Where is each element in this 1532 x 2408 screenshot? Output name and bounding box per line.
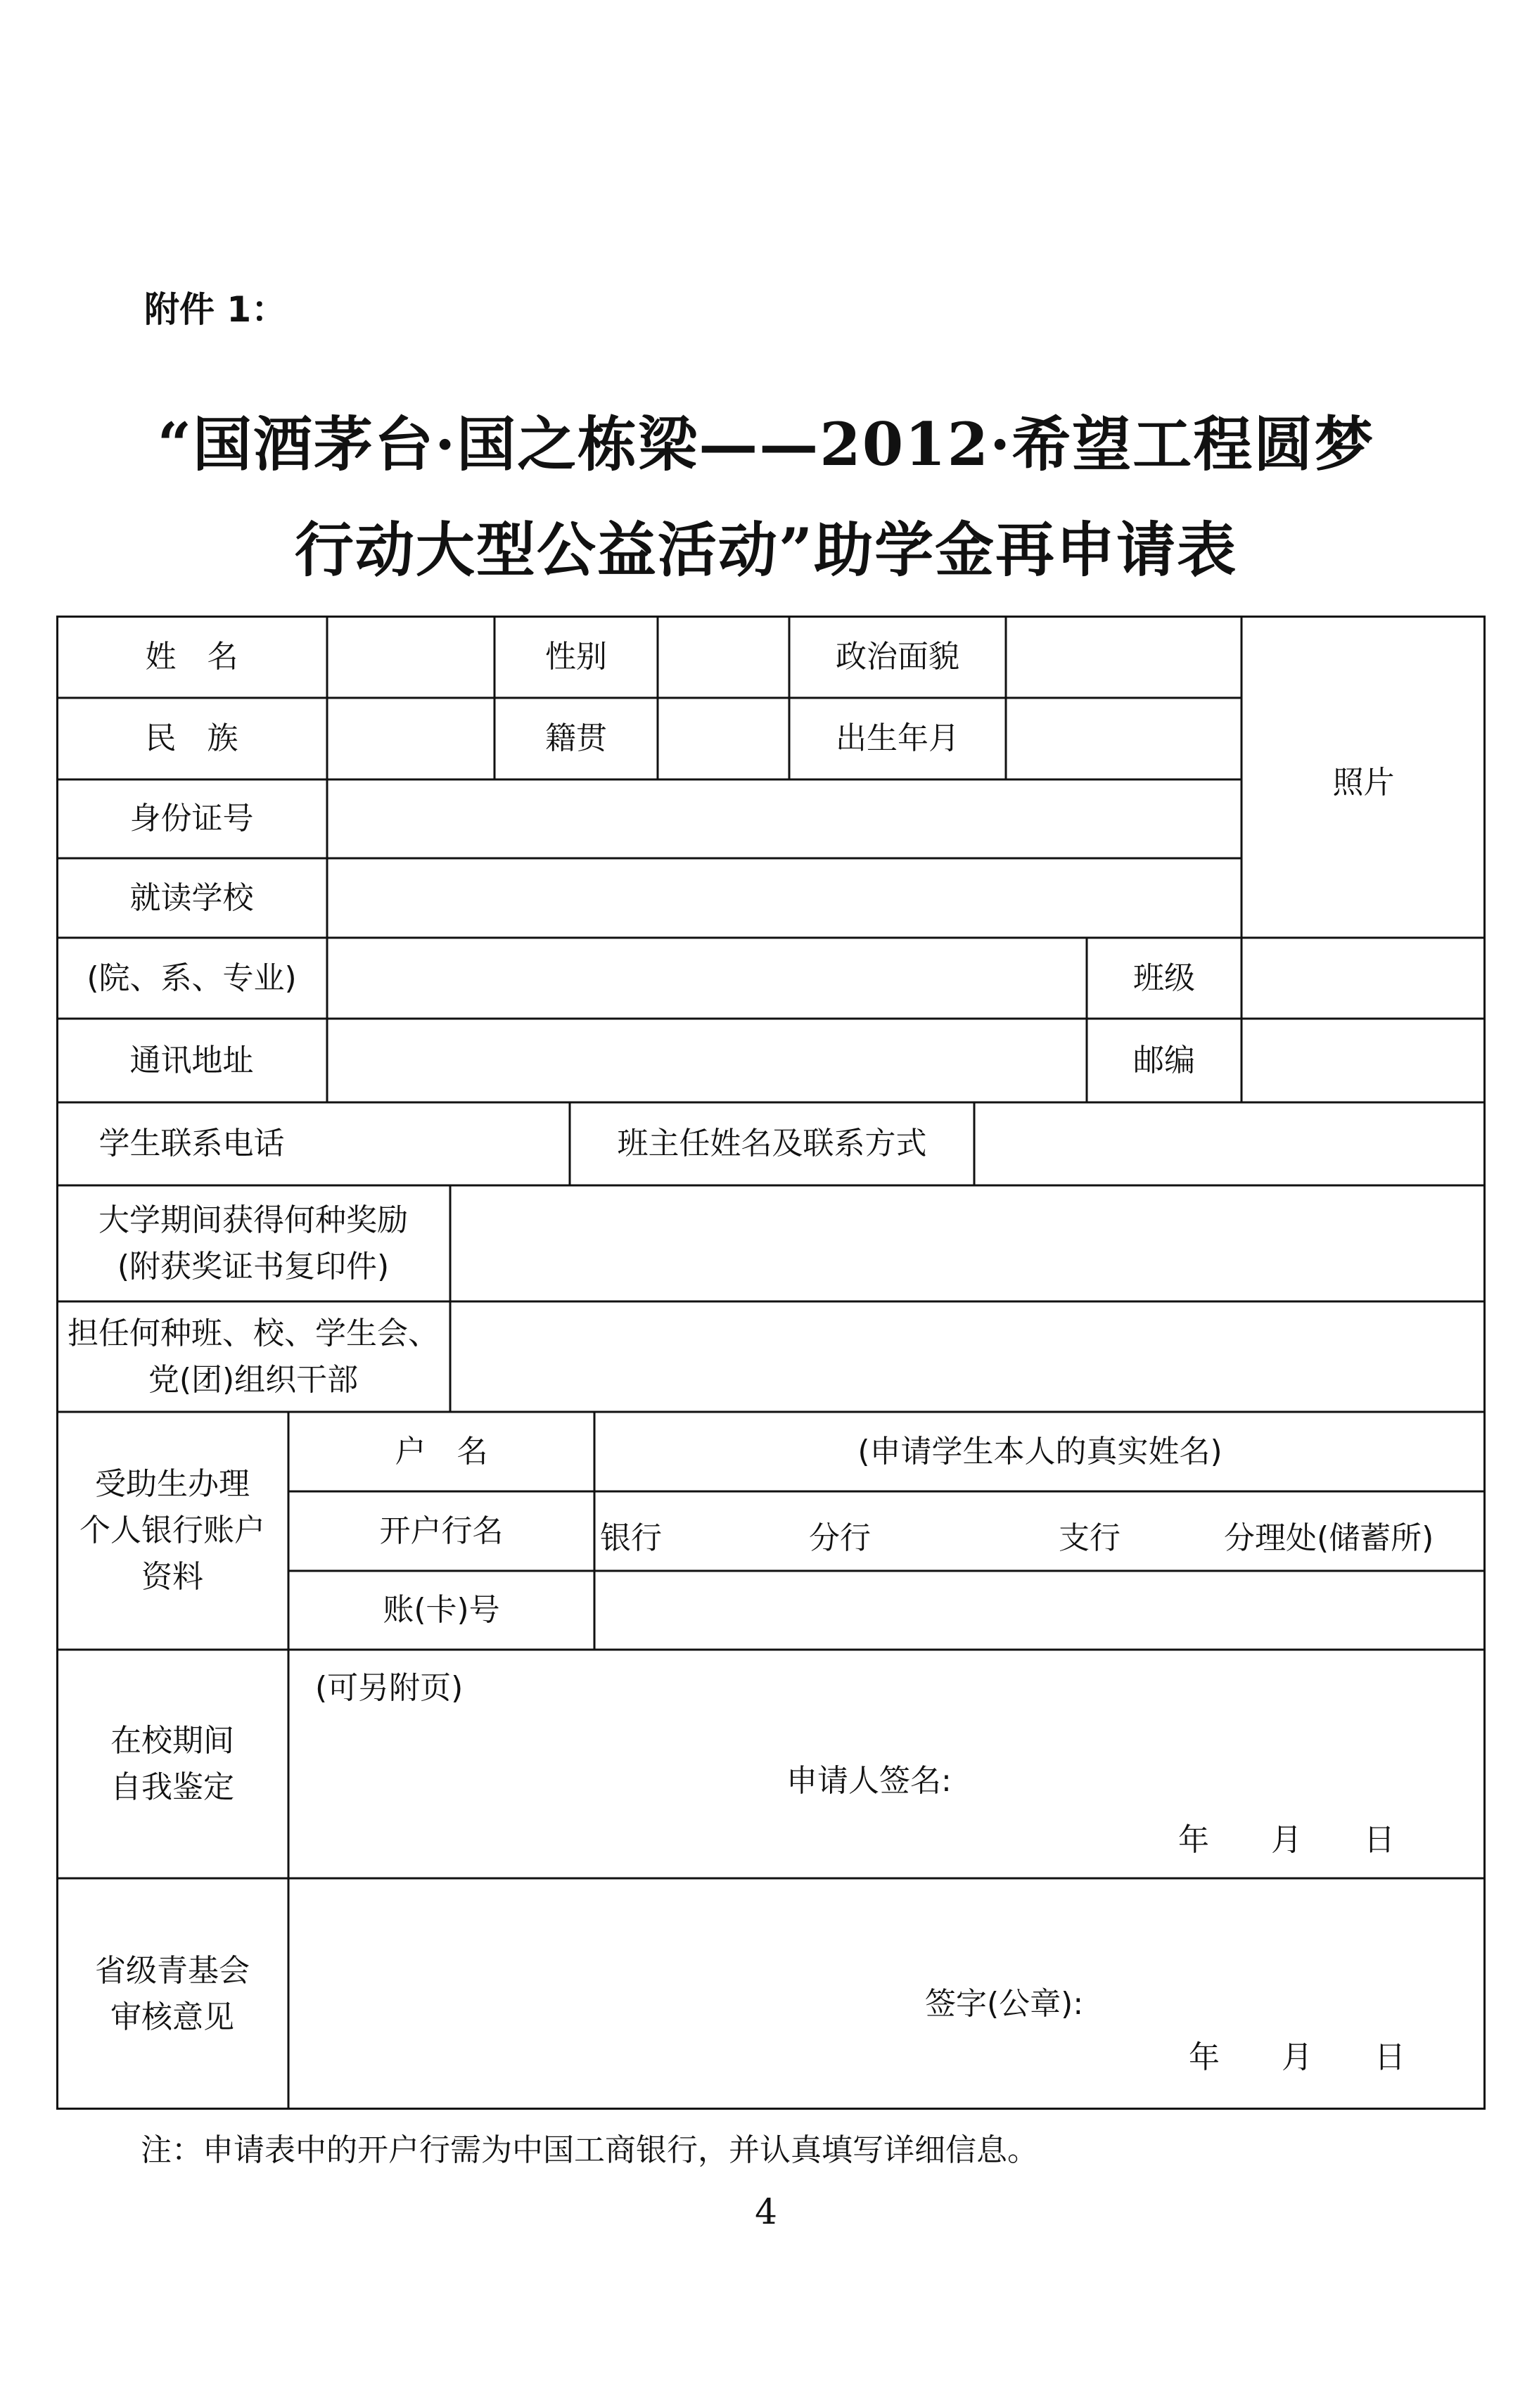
awards-field[interactable] bbox=[450, 1185, 1486, 1301]
label-native-place: 籍贯 bbox=[545, 720, 607, 756]
label-awards bbox=[56, 1185, 450, 1301]
label-review bbox=[56, 1878, 288, 2110]
label-student-phone: 学生联系电话 bbox=[98, 1126, 285, 1161]
form-title-line1: “国酒茅台·国之栋梁——2012·希望工程圆梦 bbox=[157, 409, 1375, 479]
label-teacher-contact: 班主任姓名及联系方式 bbox=[617, 1126, 927, 1161]
label-class: 班级 bbox=[1133, 960, 1195, 996]
label-school: 就读学校 bbox=[129, 879, 254, 916]
label-self-eval bbox=[56, 1650, 288, 1878]
native-place-field[interactable] bbox=[658, 698, 789, 779]
class-field[interactable] bbox=[1241, 938, 1486, 1019]
label-account-number: 账(卡)号 bbox=[383, 1592, 500, 1628]
label-bank-line2: 个人银行账户 bbox=[79, 1512, 265, 1548]
self-eval-hint: (可另附页) bbox=[315, 1670, 464, 1706]
label-bank-section bbox=[56, 1412, 288, 1650]
name-field[interactable] bbox=[327, 616, 494, 698]
teacher-contact-field[interactable] bbox=[974, 1102, 1486, 1185]
account-name-hint: (申请学生本人的真实姓名) bbox=[857, 1433, 1223, 1470]
label-bank-line1: 受助生办理 bbox=[95, 1466, 250, 1502]
label-awards-line1: 大学期间获得何种奖励 bbox=[98, 1202, 408, 1238]
bank-word: 银行 bbox=[600, 1520, 662, 1556]
label-account-name: 户 名 bbox=[395, 1433, 488, 1470]
label-birth: 出生年月 bbox=[836, 720, 959, 756]
photo-area[interactable] bbox=[1241, 616, 1486, 938]
cadre-field[interactable] bbox=[450, 1301, 1486, 1412]
footnote: 注：申请表中的开户行需为中国工商银行，并认真填写详细信息。 bbox=[141, 2132, 1038, 2168]
label-awards-line2: (附获奖证书复印件) bbox=[117, 1248, 390, 1285]
date-line-1: 年 月 日 bbox=[1178, 1822, 1395, 1858]
review-field[interactable] bbox=[288, 1878, 1486, 2110]
attachment-label: 附件 1： bbox=[144, 289, 287, 330]
id-number-field[interactable] bbox=[327, 779, 1241, 858]
label-postcode: 邮编 bbox=[1133, 1042, 1195, 1078]
seal-sign-label: 签字(公章): bbox=[925, 1986, 1084, 2022]
office-word: 分理处(储蓄所) bbox=[1224, 1520, 1434, 1556]
label-photo: 照片 bbox=[1332, 765, 1395, 801]
label-id-number: 身份证号 bbox=[129, 801, 254, 836]
form-title-line2: 行动大型公益活动”助学金再申请表 bbox=[294, 515, 1238, 585]
application-form-table bbox=[56, 616, 1486, 2110]
address-field[interactable] bbox=[327, 1019, 1087, 1102]
date-line-2: 年 月 日 bbox=[1189, 2039, 1405, 2075]
postcode-field[interactable] bbox=[1241, 1019, 1486, 1102]
label-self-eval-line1: 在校期间 bbox=[110, 1722, 234, 1759]
label-political: 政治面貌 bbox=[836, 638, 959, 675]
label-cadre bbox=[56, 1301, 450, 1412]
label-gender: 性别 bbox=[545, 638, 607, 675]
account-number-field[interactable] bbox=[594, 1571, 1486, 1650]
sub-branch-word: 支行 bbox=[1059, 1520, 1121, 1556]
gender-field[interactable] bbox=[658, 616, 789, 698]
label-address: 通讯地址 bbox=[129, 1042, 254, 1078]
label-cadre-line1: 担任何种班、校、学生会、 bbox=[68, 1315, 439, 1351]
label-bank-name: 开户行名 bbox=[379, 1512, 504, 1549]
page-number: 4 bbox=[755, 2191, 777, 2232]
label-department: (院、系、专业) bbox=[87, 960, 297, 996]
student-phone-field[interactable] bbox=[327, 1102, 570, 1185]
label-review-line2: 审核意见 bbox=[110, 1999, 234, 2035]
applicant-sign-label: 申请人签名: bbox=[786, 1763, 952, 1799]
birth-field[interactable] bbox=[1006, 698, 1241, 779]
ethnicity-field[interactable] bbox=[327, 698, 494, 779]
bank-name-field[interactable] bbox=[594, 1491, 1486, 1571]
label-review-line1: 省级青基会 bbox=[95, 1952, 250, 1989]
branch-word: 分行 bbox=[809, 1520, 871, 1556]
label-ethnicity: 民 族 bbox=[145, 720, 238, 756]
label-self-eval-line2: 自我鉴定 bbox=[110, 1769, 234, 1805]
school-field[interactable] bbox=[327, 858, 1241, 938]
political-field[interactable] bbox=[1006, 616, 1241, 698]
label-name: 姓 名 bbox=[145, 638, 238, 675]
account-name-field[interactable] bbox=[594, 1412, 1486, 1491]
self-eval-field[interactable] bbox=[288, 1650, 1486, 1878]
label-cadre-line2: 党(团)组织干部 bbox=[148, 1361, 359, 1398]
label-bank-line3: 资料 bbox=[141, 1559, 203, 1595]
department-field[interactable] bbox=[327, 938, 1087, 1019]
